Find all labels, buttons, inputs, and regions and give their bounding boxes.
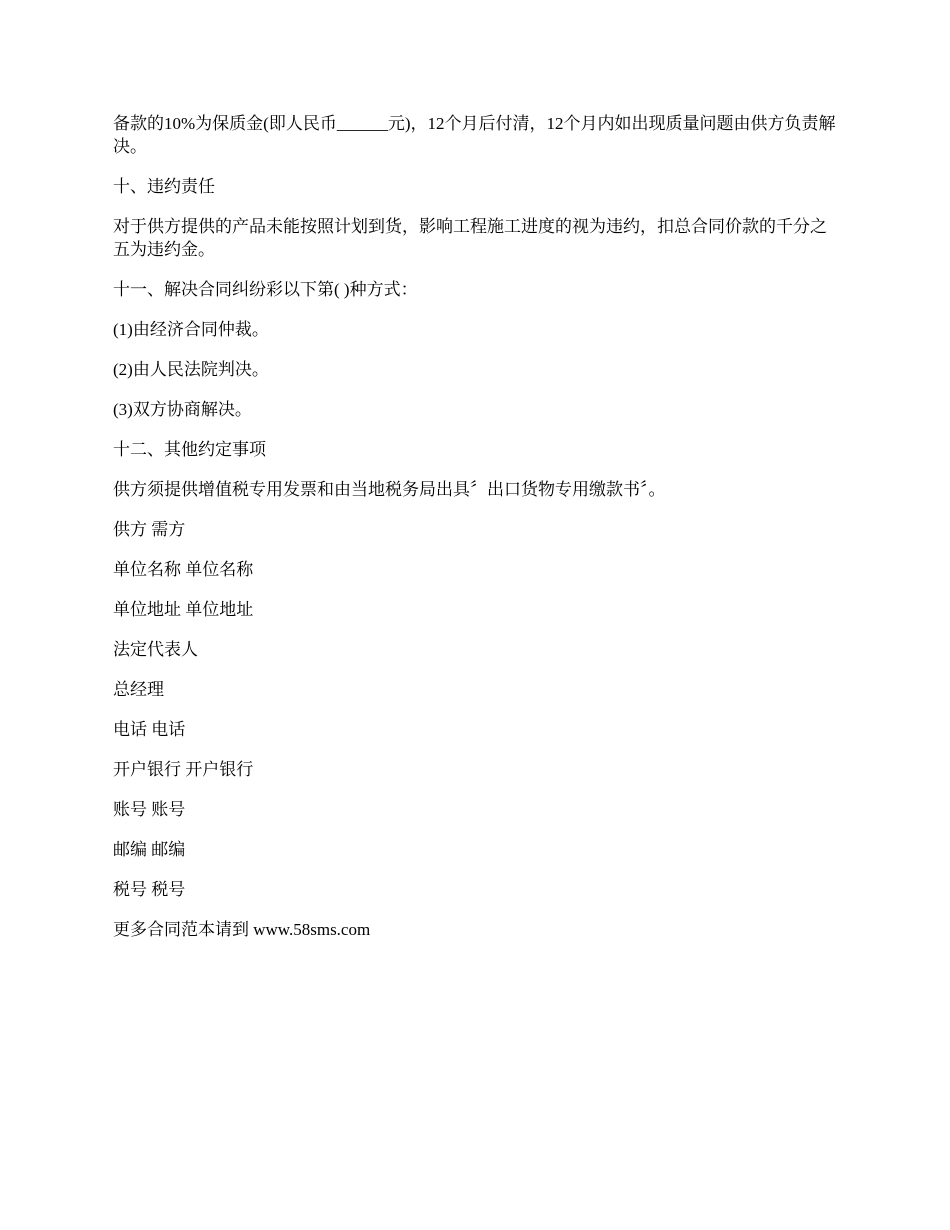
heading-other-matters: 十二、其他约定事项 [113,440,266,459]
signature-general-manager: 总经理 [113,680,164,699]
signature-bank: 开户银行 开户银行 [113,760,254,779]
signature-account: 账号 账号 [113,800,186,819]
signature-phone: 电话 电话 [113,720,186,739]
footer-more-contracts: 更多合同范本请到 www.58sms.com [113,920,371,939]
signature-legal-rep: 法定代表人 [113,640,198,659]
paragraph-invoice: 供方须提供增值税专用发票和由当地税务局出具〞出口货物专用缴款书〞。 [113,480,666,499]
signature-parties: 供方 需方 [113,520,186,539]
option-court: (2)由人民法院判决。 [113,360,269,379]
option-arbitration: (1)由经济合同仲裁。 [113,320,269,339]
paragraph-quality-deposit: 备款的10%为保质金(即人民币______元)，12个月后付清，12个月内如出现质量问题由供方负责解决。 [113,114,836,156]
signature-unit-address: 单位地址 单位地址 [113,600,254,619]
signature-tax-id: 税号 税号 [113,880,186,899]
option-negotiation: (3)双方协商解决。 [113,400,252,419]
heading-breach-liability: 十、违约责任 [113,177,215,196]
paragraph-breach-penalty: 对于供方提供的产品未能按照计划到货，影响工程施工进度的视为违约，扣总合同价款的千分之五为违约金。 [113,217,827,259]
heading-dispute-resolution: 十一、解决合同纠纷彩以下第( )种方式： [113,280,418,299]
document-page [113,112,843,941]
signature-postcode: 邮编 邮编 [113,840,186,859]
signature-unit-name: 单位名称 单位名称 [113,560,254,579]
